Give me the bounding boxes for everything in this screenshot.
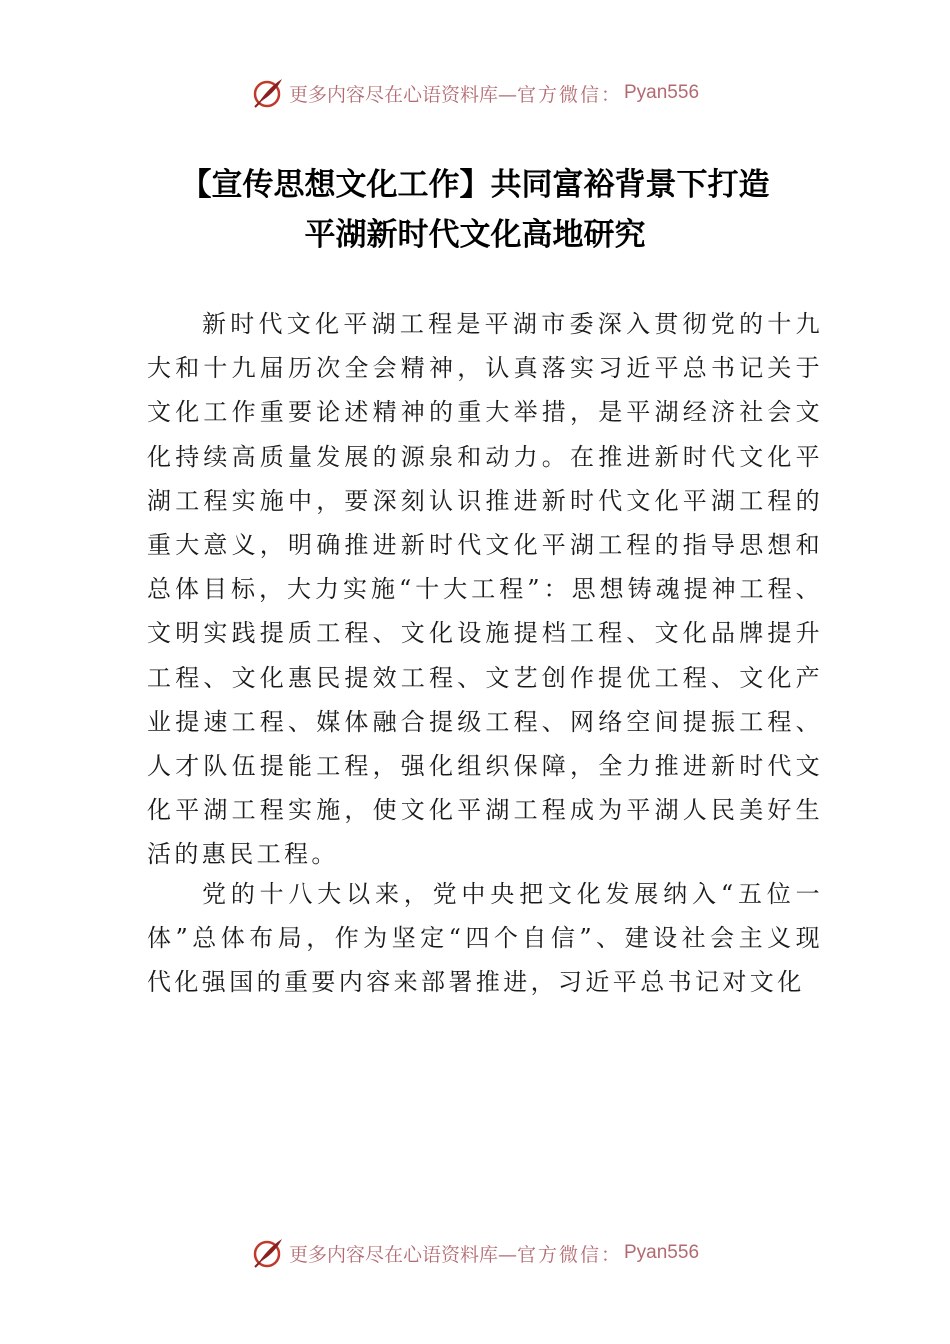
paragraph-2: 党的十八大以来，党中央把文化发展纳入“五位一体”总体布局，作为坚定“四个自信”、建设社会主义现代化强国的重要内容来部署推进，习近平总书记对文化 xyxy=(147,880,823,997)
document-title xyxy=(80,160,870,260)
header-banner xyxy=(0,73,950,113)
wechat-id: Pyan556 xyxy=(624,82,700,103)
wechat-label: 官方微信： xyxy=(516,83,622,106)
paragraph-1: 新时代文化平湖工程是平湖市委深入贯彻党的十九大和十九届历次全会精神，认真落实习近平总书记关于文化工作重要论述精神的重大举措，是平湖经济社会文化持续高质量发展的源泉和动力。在推进新时代文化平湖工程实施中，要深刻认识推进新时代文化平湖工程的重大意义，明确推进新时代文化平湖工程的指导思想和总体目标，大力实施“十大工程”：思想铸魂提神工程、文明实践提质工程、文化设施提档工程、文化品牌提升工程、文化惠民提效工程、文艺创作提优工程、文化产业提速工程、媒体融合提级工程、网络空间提振工程、人才队伍提能工程，强化组织保障，全力推进新时代文化平湖工程实施，使文化平湖工程成为平湖人民美好生活的惠民工程。 xyxy=(147,310,823,869)
banner-text: 更多内容尽在心语资料库— xyxy=(288,83,517,106)
quill-logo-icon xyxy=(251,1236,285,1270)
title-line-2: 平湖新时代文化高地研究 xyxy=(304,217,646,253)
footer-banner xyxy=(0,1233,950,1273)
title-line-1: 【宣传思想文化工作】共同富裕背景下打造 xyxy=(180,167,770,203)
quill-logo-icon xyxy=(251,76,285,110)
wechat-id: Pyan556 xyxy=(624,1242,700,1263)
banner-text: 更多内容尽在心语资料库— xyxy=(288,1243,517,1266)
wechat-label: 官方微信： xyxy=(516,1243,622,1266)
